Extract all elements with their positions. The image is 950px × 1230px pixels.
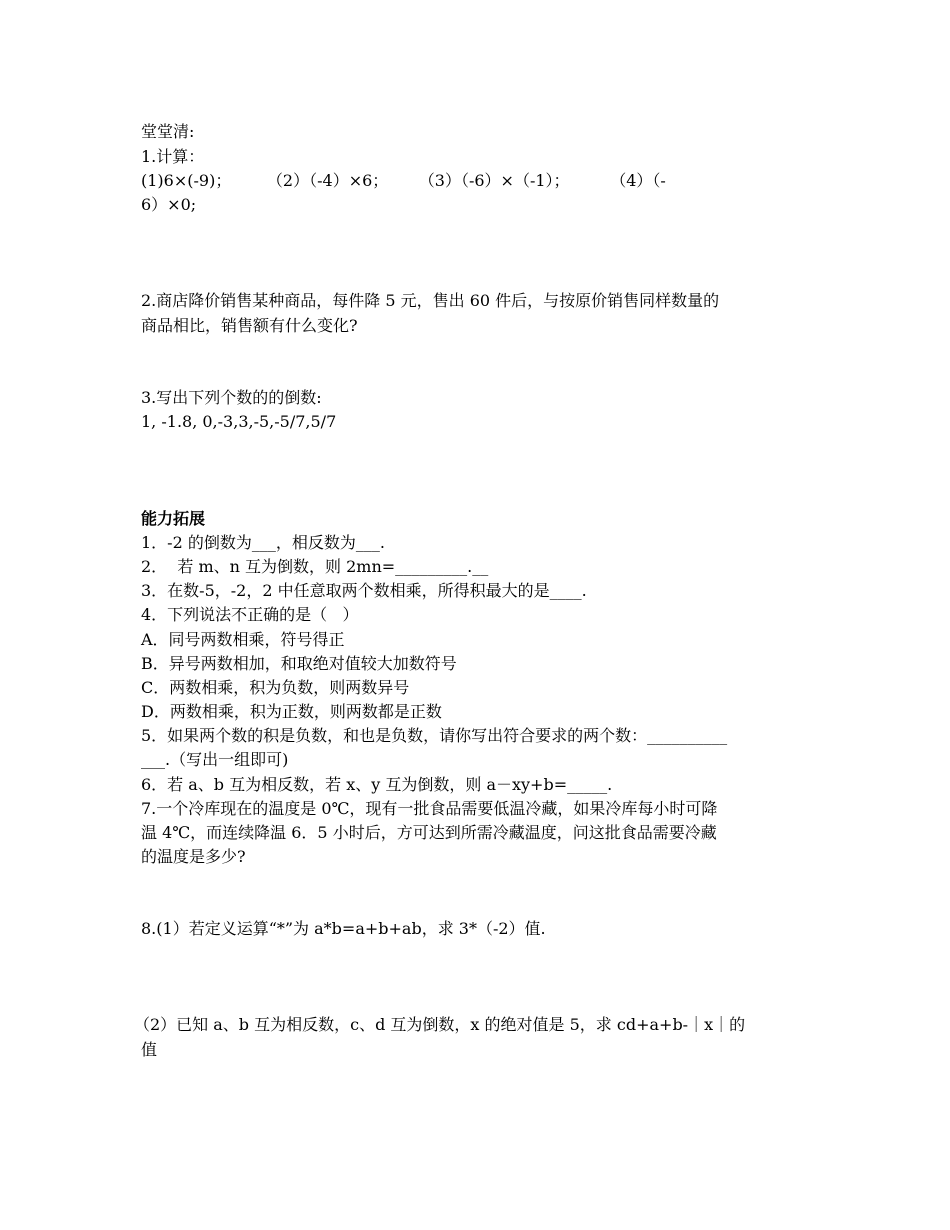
ability-item-8-part-2-line-2: 值	[141, 1040, 158, 1059]
ability-item-6: 6．若 a、b 互为相反数，若 x、y 互为倒数，则 a－xy+b=_____.	[141, 775, 613, 794]
ability-item-5-line-1: 5．如果两个数的积是负数，和也是负数，请你写出符合要求的两个数：__________	[141, 726, 728, 745]
ability-item-5-line-2: ___.（写出一组即可)	[141, 750, 289, 769]
option-d: D．两数相乘，积为正数，则两数都是正数	[141, 702, 442, 721]
ability-item-8-part-1: 8.(1）若定义运算“*”为 a*b=a+b+ab，求 3*（-2）值.	[141, 919, 546, 938]
question-1-items: (1)6×(-9)； （2）（-4）×6； （3）（-6）×（-1）； （4）（-	[141, 171, 666, 190]
question-2-line-1: 2.商店降价销售某种商品，每件降 5 元，售出 60 件后，与按原价销售同样数量的	[141, 291, 720, 310]
question-3-values: 1, -1.8, 0,-3,3,-5,-5/7,5/7	[141, 412, 337, 431]
question-3-title: 3.写出下列个数的的倒数:	[141, 388, 322, 407]
ability-item-2-blank: _________.__	[395, 557, 489, 576]
question-1-items-cont: 6）×0;	[141, 195, 197, 214]
ability-item-4: 4．下列说法不正确的是（ ）	[141, 605, 359, 624]
ability-item-2-text: 2． 若 m、n 互为倒数，则 2mn=	[141, 557, 396, 576]
ability-item-7-line-3: 的温度是多少?	[141, 847, 246, 866]
ability-item-8-part-2-line-1: （2）已知 a、b 互为相反数，c、d 互为倒数，x 的绝对值是 5，求 cd+a+b-｜x｜的	[134, 1015, 746, 1034]
question-2-line-2: 商品相比，销售额有什么变化?	[141, 316, 358, 335]
question-1-title: 1.计算：	[141, 147, 205, 166]
ability-item-3: 3．在数-5，-2，2 中任意取两个数相乘，所得积最大的是____.	[141, 581, 587, 600]
ability-item-2	[141, 556, 488, 578]
option-a: A．同号两数相乘，符号得正	[141, 630, 345, 649]
section-title-ability: 能力拓展	[141, 509, 206, 528]
ability-item-7-line-1: 7.一个冷库现在的温度是 0℃，现有一批食品需要低温冷藏，如果冷库每小时可降	[141, 799, 718, 818]
option-b: B．异号两数相加，和取绝对值较大加数符号	[141, 654, 457, 673]
ability-item-1: 1．-2 的倒数为___，相反数为___.	[141, 533, 385, 552]
ability-item-7-line-2: 温 4℃，而连续降温 6．5 小时后，方可达到所需冷藏温度，问这批食品需要冷藏	[141, 823, 717, 842]
option-c: C．两数相乘，积为负数，则两数异号	[141, 678, 410, 697]
section-title-classroom: 堂堂清:	[141, 122, 195, 141]
